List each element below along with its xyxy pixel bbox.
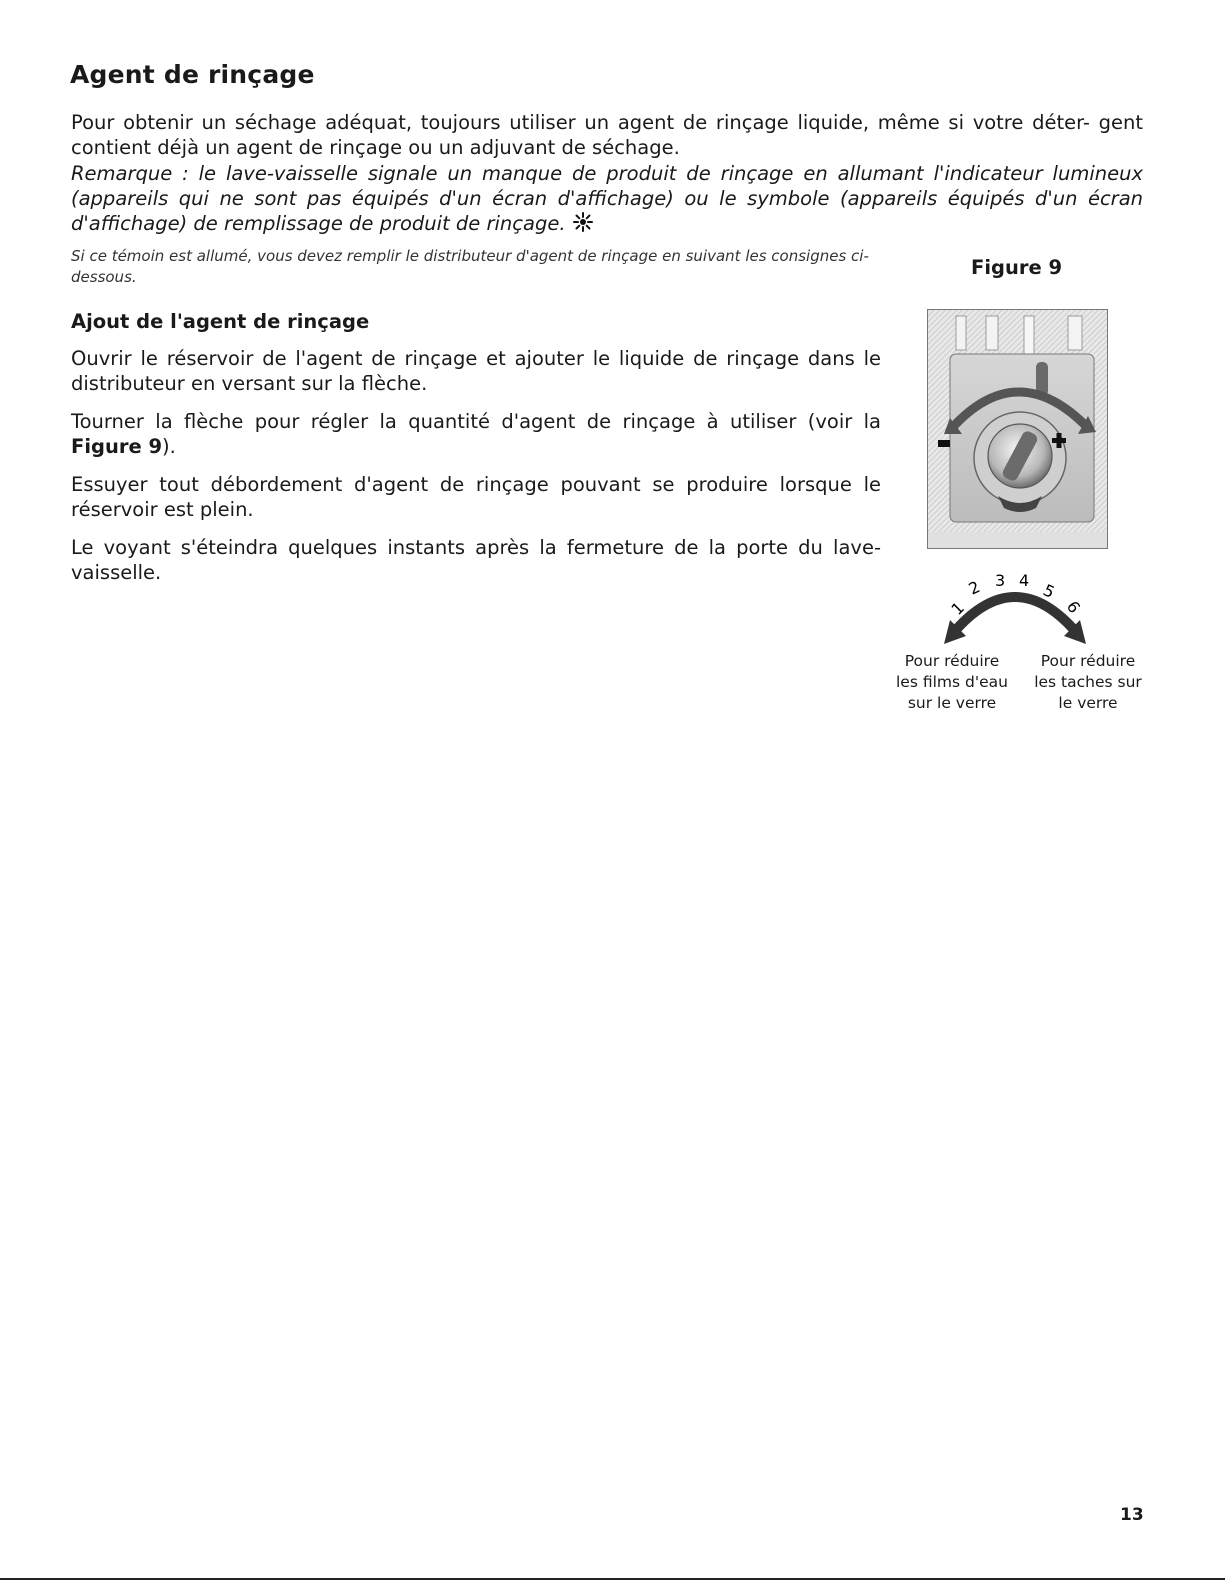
right-caption-line-1: Pour réduire [1040, 652, 1136, 670]
paragraph-wipe-overflow: Essuyer tout débordement d'agent de rinçage pouvant se produire lorsque le réservoir est plein. [71, 473, 881, 521]
right-caption-line-3: le verre [1058, 694, 1118, 712]
paragraph-indicator-off: Le voyant s'éteindra quelques instants après la fermeture de la porte du lave- vaisselle. [71, 536, 881, 584]
paragraph-open-reservoir: Ouvrir le réservoir de l'agent de rinçage et ajouter le liquide de rinçage dans le distributeur en versant sur la flèche. [71, 347, 881, 395]
dial-number-6: 6 [1062, 597, 1085, 617]
section-subheading: Ajout de l'agent de rinçage [71, 310, 370, 333]
page-number: 13 [1120, 1505, 1144, 1525]
left-caption-line-1: Pour réduire [904, 652, 1000, 670]
dial-number-5: 5 [1040, 580, 1058, 602]
dial-number-1: 1 [947, 598, 969, 619]
page-heading: Agent de rinçage [70, 60, 315, 89]
paragraph-adjust-end: ). [162, 435, 176, 458]
left-caption [887, 651, 1017, 714]
left-caption-line-2: les films d'eau [896, 673, 1008, 691]
right-caption [1023, 651, 1153, 714]
indicator-note: Si ce témoin est allumé, vous devez remplir le distributeur d'agent de rinçage en suivant les consignes ci-dessous. [71, 247, 869, 286]
paragraph-adjust-text: Tourner la flèche pour régler la quantité d'agent de rinçage à utiliser (voir la [71, 410, 881, 433]
note-text: Remarque : le lave-vaisselle signale un manque de produit de rinçage en allumant l'indicateur lumineux (appareils qui ne sont pas équipés d'un écran d'affichage) ou le symbole (appareils équipés d'un écran d'affichage) de remplissage de produit de rinçage. [71, 162, 1143, 235]
bottom-rule [0, 1578, 1225, 1580]
figure-reference: Figure 9 [71, 435, 163, 458]
rinse-aid-symbol-icon [572, 211, 594, 233]
dial-number-4: 4 [1019, 571, 1030, 590]
figure-title: Figure 9 [971, 256, 1063, 279]
paragraph-adjust-dial [71, 409, 881, 459]
right-caption-line-2: les taches sur [1034, 673, 1142, 691]
dial-number-3: 3 [995, 571, 1006, 590]
left-caption-line-3: sur le verre [907, 694, 997, 712]
note-paragraph [71, 161, 1143, 236]
rinse-aid-dispenser-photo [927, 309, 1108, 549]
dial-arc-diagram [930, 566, 1100, 646]
dial-number-2: 2 [965, 577, 983, 599]
intro-paragraph: Pour obtenir un séchage adéquat, toujours utiliser un agent de rinçage liquide, même si votre déter- gent contient déjà un agent de rinçage ou un adjuvant de séchage. [71, 111, 1143, 159]
